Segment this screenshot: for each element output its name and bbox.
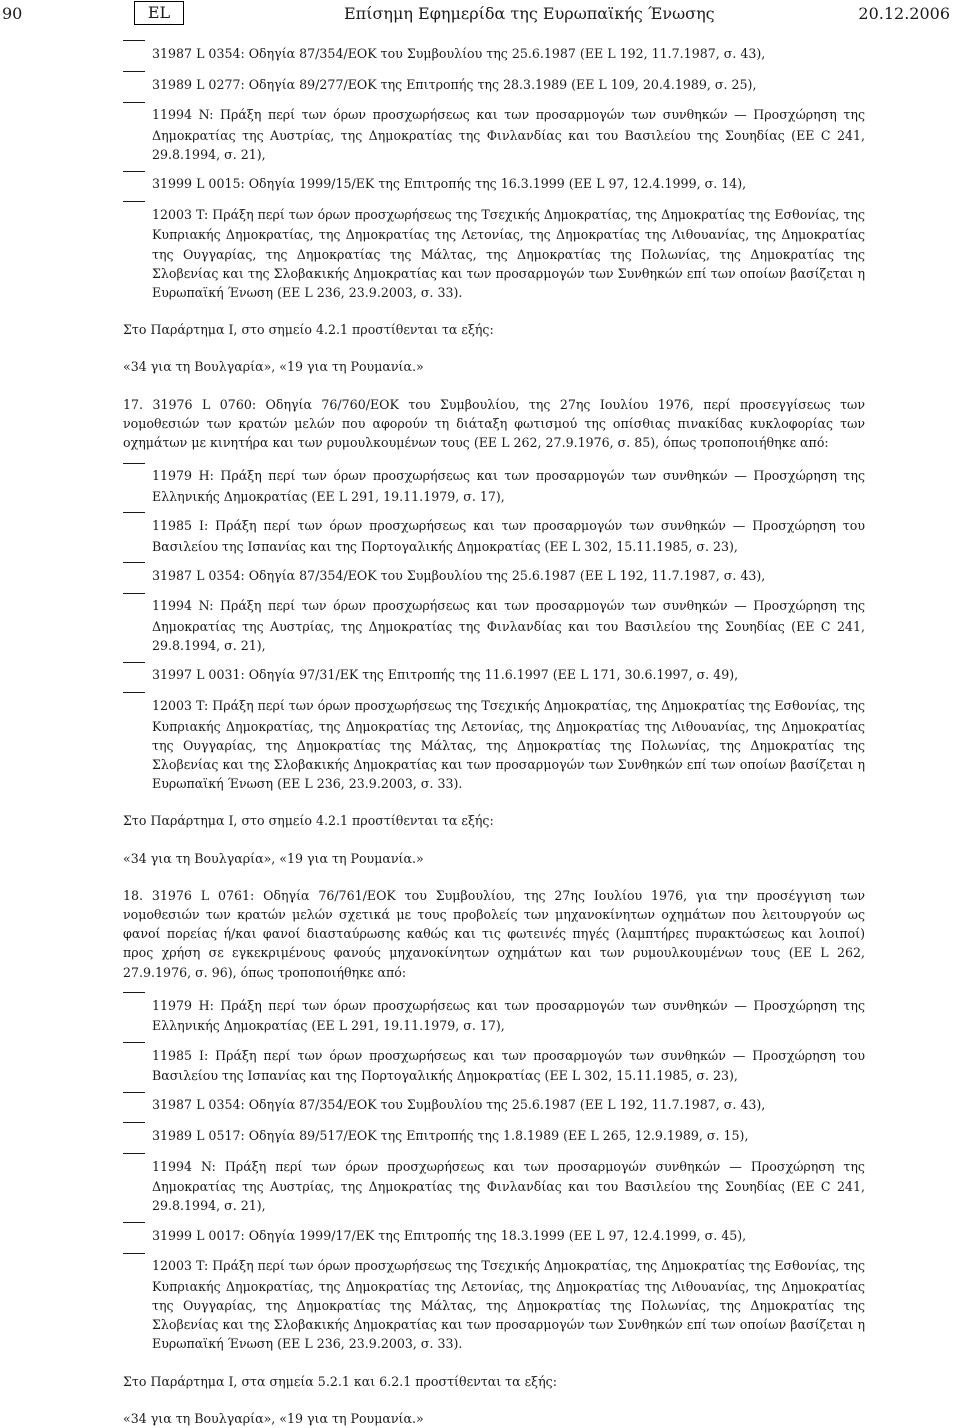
list-item bbox=[123, 1157, 865, 1216]
inserted-text: «34 για τη Βουλγαρία», «19 για τη Ρουμανία.» bbox=[123, 359, 424, 375]
list-item bbox=[123, 174, 865, 195]
list-item-text: 31989 L 0277: Οδηγία 89/277/ΕΟΚ της Επιτροπής της 28.3.1989 (ΕΕ L 109, 20.4.1989, σ. 25), bbox=[152, 76, 757, 92]
annex-amendment-intro: Στο Παράρτημα I, στα σημεία 5.2.1 και 6.2.1 προστίθενται τα εξής: bbox=[123, 1373, 557, 1389]
page-number: 90 bbox=[2, 4, 23, 23]
list-item bbox=[123, 466, 865, 506]
list-item-text: 11985 I: Πράξη περί των όρων προσχωρήσεως και των προσαρμογών των συνθηκών — Προσχώρηση του Βασιλείου της Ισπανίας και της Πορτογαλικής Δημοκρατίας (ΕΕ L 302, 15.11.1985, σ. 23), bbox=[152, 518, 865, 554]
dash-mark bbox=[123, 512, 145, 532]
list-item-text: 12003 T: Πράξη περί των όρων προσχωρήσεως της Τσεχικής Δημοκρατίας, της Δημοκρατίας της Εσθονίας, της Κυπριακής Δημοκρατίας, της Δημοκρατίας της Λετονίας, της Δημοκρατίας της Λιθουανίας, της Δημοκρατίας της Ουγγαρίας, της Δημοκρατίας της Μάλτας, της Δημοκρατίας της Πολωνίας, της Δημοκρατίας της Σλοβενίας και της Σλοβακικής Δημοκρατίας και των προσαρμογών των Συνθηκών επί των οποίων βασίζεται η Ευρωπαϊκή Ένωση (ΕΕ L 236, 23.9.2003, σ. 33). bbox=[152, 1258, 866, 1352]
list-item-text: 31989 L 0517: Οδηγία 89/517/ΕΟΚ της Επιτροπής της 1.8.1989 (ΕΕ L 265, 12.9.1989, σ. 15), bbox=[152, 1128, 749, 1143]
dash-mark bbox=[123, 992, 145, 1012]
list-item bbox=[123, 516, 865, 556]
dash-mark bbox=[123, 1153, 145, 1173]
dash-mark bbox=[123, 71, 145, 91]
list-item-text: 31999 L 0017: Οδηγία 1999/17/ΕΚ της Επιτροπής της 18.3.1999 (ΕΕ L 97, 12.4.1999, σ. 45), bbox=[152, 1227, 747, 1243]
list-item-text: 31987 L 0354: Οδηγία 87/354/ΕΟΚ του Συμβουλίου της 25.6.1987 (ΕΕ L 192, 11.7.1987, σ. 43), bbox=[152, 567, 766, 583]
dash-mark bbox=[123, 1042, 145, 1062]
list-item bbox=[123, 205, 865, 302]
list-item bbox=[123, 1256, 865, 1353]
list-item-text: 12003 T: Πράξη περί των όρων προσχωρήσεως της Τσεχικής Δημοκρατίας, της Δημοκρατίας της Εσθονίας, της Κυπριακής Δημοκρατίας, της Δημοκρατίας της Λετονίας, της Δημοκρατίας της Λιθουανίας, της Δημοκρατίας της Ουγγαρίας, της Δημοκρατίας της Μάλτας, της Δημοκρατίας της Πολωνίας, της Δημοκρατίας της Σλοβενίας και της Σλοβακικής Δημοκρατίας και των προσαρμογών των Συνθηκών επί των οποίων βασίζεται η Ευρωπαϊκή Ένωση (ΕΕ L 236, 23.9.2003, σ. 33). bbox=[152, 697, 866, 792]
dash-mark bbox=[123, 662, 145, 682]
list-item bbox=[123, 566, 865, 587]
list-item bbox=[123, 1126, 865, 1147]
annex-amendment-intro: Στο Παράρτημα I, στο σημείο 4.2.1 προστίθενται τα εξής: bbox=[123, 813, 494, 829]
language-code-box: EL bbox=[134, 1, 184, 25]
dash-mark bbox=[123, 1092, 145, 1112]
list-item-text: 11985 I: Πράξη περί των όρων προσχωρήσεως και των προσαρμογών των συνθηκών — Προσχώρηση του Βασιλείου της Ισπανίας και της Πορτογαλικής Δημοκρατίας (ΕΕ L 302, 15.11.1985, σ. 23), bbox=[152, 1047, 865, 1084]
dash-mark bbox=[123, 1253, 145, 1273]
list-item bbox=[123, 696, 865, 793]
list-item bbox=[123, 596, 865, 655]
list-item-text: 11979 H: Πράξη περί των όρων προσχωρήσεως και των προσαρμογών των συνθηκών — Προσχώρηση της Ελληνικής Δημοκρατίας (ΕΕ L 291, 19.11.1979, σ. 17), bbox=[152, 997, 865, 1034]
dash-mark bbox=[123, 1222, 145, 1242]
list-item bbox=[123, 75, 865, 96]
list-item-text: 11994 N: Πράξη περί των όρων προσχωρήσεως και των προσαρμογών συνθηκών — Προσχώρηση της Δημοκρατίας της Αυστρίας, της Δημοκρατίας της Φινλανδίας και του Βασιλείου της Σουηδίας (ΕΕ C 241, 29.8.1994, σ. 21), bbox=[152, 1158, 865, 1214]
list-item-text: 12003 T: Πράξη περί των όρων προσχωρήσεως της Τσεχικής Δημοκρατίας, της Δημοκρατίας της Εσθονίας, της Κυπριακής Δημοκρατίας, της Δημοκρατίας της Λετονίας, της Δημοκρατίας της Λιθουανίας, της Δημοκρατίας της Ουγγαρίας, της Δημοκρατίας της Μάλτας, της Δημοκρατίας της Πολωνίας, της Δημοκρατίας της Σλοβενίας και της Σλοβακικής Δημοκρατίας και των προσαρμογών των Συνθηκών επί των οποίων βασίζεται η Ευρωπαϊκή Ένωση (ΕΕ L 236, 23.9.2003, σ. 33). bbox=[152, 206, 866, 300]
annex-amendment-intro: Στο Παράρτημα I, στο σημείο 4.2.1 προστίθενται τα εξής: bbox=[123, 322, 494, 338]
numbered-item-17: 17. 31976 L 0760: Οδηγία 76/760/ΕΟΚ του Συμβουλίου, της 27ης Ιουλίου 1976, περί προσεγγίσεως των νομοθεσιών των κρατών μελών που αφορούν τη διάταξη φωτισμού της οπίσθιας πινακίδας κυκλοφορίας των οχημάτων με κινητήρα και των ρυμουλκουμένων τους (ΕΕ L 262, 27.9.1976, σ. 85), όπως τροποποιήθηκε από: bbox=[123, 396, 865, 450]
list-item-text: 31987 L 0354: Οδηγία 87/354/ΕΟΚ του Συμβουλίου της 25.6.1987 (ΕΕ L 192, 11.7.1987, σ. 43), bbox=[152, 46, 766, 61]
list-item bbox=[123, 1095, 865, 1116]
publication-date: 20.12.2006 bbox=[858, 4, 950, 23]
inserted-text: «34 για τη Βουλγαρία», «19 για τη Ρουμανία.» bbox=[123, 850, 424, 866]
list-item-text: 11979 H: Πράξη περί των όρων προσχωρήσεως και των προσαρμογών των συνθηκών — Προσχώρηση της Ελληνικής Δημοκρατίας (ΕΕ L 291, 19.11.1979, σ. 17), bbox=[152, 468, 865, 504]
numbered-item-18: 18. 31976 L 0761: Οδηγία 76/761/ΕΟΚ του Συμβουλίου, της 27ης Ιουλίου 1976, για την προσέγγιση των νομοθεσιών των κρατών μελών σχετικά με τους προβολείς των μηχανοκίνητων οχημάτων που λειτουργούν ως φανοί πορείας ή/και φανοί διασταύρωσης καθώς και τις φωτεινές πηγές (λαμπτήρες πυρακτώσεως και λοιποί) προς χρήση σε εγκεκριμένους φανούς μηχανοκίνητων οχημάτων και των ρυμουλκουμένων τους (ΕΕ L 262, 27.9.1976, σ. 96), όπως τροποποιήθηκε από: bbox=[123, 887, 865, 980]
dash-mark bbox=[123, 171, 145, 191]
dash-mark bbox=[123, 40, 145, 60]
document-body bbox=[123, 44, 865, 1428]
list-item bbox=[123, 105, 865, 164]
list-item bbox=[123, 44, 865, 65]
dash-mark bbox=[123, 1122, 145, 1142]
list-item-text: 11994 N: Πράξη περί των όρων προσχωρήσεως και των προσαρμογών των συνθηκών — Προσχώρηση της Δημοκρατίας της Αυστρίας, της Δημοκρατίας της Φινλανδίας και του Βασιλείου της Σουηδίας (ΕΕ C 241, 29.8.1994, σ. 21), bbox=[152, 107, 865, 162]
list-item bbox=[123, 1226, 865, 1247]
dash-mark bbox=[123, 562, 145, 582]
dash-mark bbox=[123, 201, 145, 221]
dash-mark bbox=[123, 102, 145, 122]
list-item-text: 31987 L 0354: Οδηγία 87/354/ΕΟΚ του Συμβουλίου της 25.6.1987 (ΕΕ L 192, 11.7.1987, σ. 43), bbox=[152, 1097, 766, 1113]
list-item-text: 31999 L 0015: Οδηγία 1999/15/ΕΚ της Επιτροπής της 16.3.1999 (ΕΕ L 97, 12.4.1999, σ. 14), bbox=[152, 176, 747, 192]
list-item-text: 31997 L 0031: Οδηγία 97/31/ΕΚ της Επιτροπής της 11.6.1997 (ΕΕ L 171, 30.6.1997, σ. 49), bbox=[152, 667, 739, 683]
dash-mark bbox=[123, 593, 145, 613]
list-item bbox=[123, 1046, 865, 1086]
dash-mark bbox=[123, 692, 145, 712]
page-header bbox=[0, 0, 960, 30]
list-item bbox=[123, 996, 865, 1036]
journal-title: Επίσημη Εφημερίδα της Ευρωπαϊκής Ένωσης bbox=[344, 4, 715, 23]
list-item bbox=[123, 665, 865, 686]
list-item-text: 11994 N: Πράξη περί των όρων προσχωρήσεως και των προσαρμογών των συνθηκών — Προσχώρηση της Δημοκρατίας της Αυστρίας, της Δημοκρατίας της Φινλανδίας και του Βασιλείου της Σουηδίας (ΕΕ C 241, 29.8.1994, σ. 21), bbox=[152, 598, 865, 654]
inserted-text: «34 για τη Βουλγαρία», «19 για τη Ρουμανία.» bbox=[123, 1410, 424, 1426]
dash-mark bbox=[123, 463, 145, 483]
